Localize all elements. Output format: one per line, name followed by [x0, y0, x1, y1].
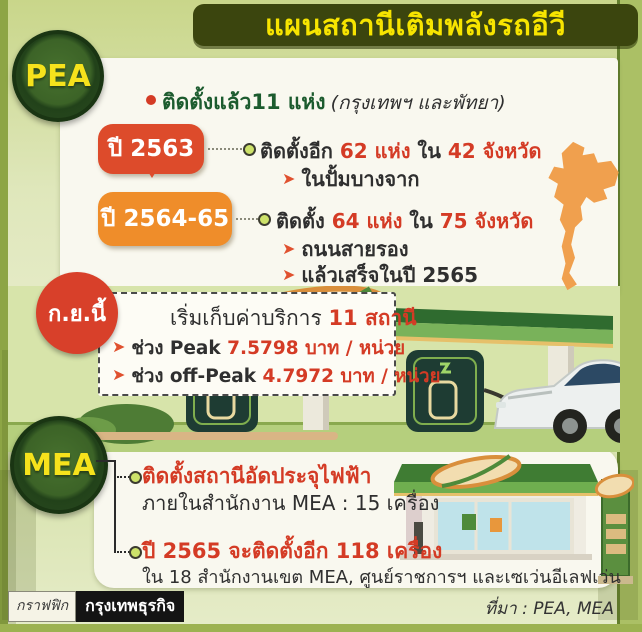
page-title: แผนสถานีเติมพลังรถอีวี	[264, 8, 567, 42]
thailand-map-icon	[524, 140, 626, 292]
year-2563-sub-line: ➤ ในปั้มบางจาก	[282, 167, 420, 191]
dotted-connector	[236, 218, 258, 220]
year-2564-65-badge	[98, 192, 232, 246]
bracket-line	[114, 460, 116, 553]
september-badge	[36, 272, 118, 354]
september-label: ก.ย.นี้	[48, 301, 106, 327]
mea-item1-title: ติดตั้งสถานีอัดประจุไฟฟ้า	[142, 464, 372, 488]
credit-label: กราฟฟิก	[8, 591, 76, 622]
pea-badge	[12, 30, 104, 122]
arrow-icon: ➤	[112, 337, 126, 356]
mea-label: MEA	[22, 447, 96, 483]
year-2563-label: ปี 2563	[107, 136, 195, 162]
mea-badge	[10, 416, 108, 514]
arrow-icon: ➤	[282, 239, 296, 258]
year-2564-65-sub-line: ➤ ถนนสายรอง	[282, 237, 409, 261]
fee-line: เริ่มเก็บค่าบริการ 11 สถานี	[170, 306, 417, 330]
installed-note: (กรุงเทพฯ และพัทยา)	[330, 92, 506, 114]
frame-bottom	[0, 624, 642, 632]
title-banner	[193, 4, 638, 46]
connector-dot-icon	[243, 143, 256, 156]
year-2564-65-line: ติดตั้ง 64 แห่ง ใน 75 จังหวัด	[276, 209, 534, 233]
connector-dot-icon	[129, 471, 142, 484]
bracket-line	[96, 460, 116, 462]
credit-brand: กรุงเทพธุรกิจ	[76, 591, 184, 622]
arrow-icon: ➤	[112, 365, 126, 384]
credit-badge	[8, 591, 184, 622]
arrow-icon: ➤	[282, 265, 296, 284]
september-fee-box	[98, 292, 441, 396]
mea-item1-detail: ภายในสำนักงาน MEA : 15 เครื่อง	[142, 491, 440, 515]
offpeak-rate-line: ➤ ช่วง off-Peak 4.7972 บาท / หน่วย	[112, 365, 441, 387]
year-2563-line: ติดตั้งอีก 62 แห่ง ใน 42 จังหวัด	[260, 139, 542, 163]
pea-installed-line	[146, 86, 506, 119]
peak-rate-line: ➤ ช่วง Peak 7.5798 บาท / หน่วย	[112, 337, 406, 359]
storefront-glass	[436, 500, 572, 552]
mea-item2-title: ปี 2565 จะติดตั้งอีก 118 เครื่อง	[142, 539, 443, 563]
installed-text: ติดตั้งแล้ว11 แห่ง	[162, 90, 326, 114]
source-note: ที่มา : PEA, MEA	[484, 599, 614, 619]
year-2563-badge	[98, 124, 204, 174]
dotted-connector	[208, 148, 242, 150]
connector-dot-icon	[258, 213, 271, 226]
year-2564-65-sub-line-2: ➤ แล้วเสร็จในปี 2565	[282, 263, 479, 287]
pea-label: PEA	[25, 58, 91, 94]
bullet-dot-icon	[146, 95, 156, 105]
year-2564-65-label: ปี 2564-65	[100, 206, 230, 232]
arrow-icon: ➤	[282, 169, 296, 188]
mea-item2-detail: ใน 18 สำนักงานเขต MEA, ศูนย์ราชการฯ และเซเว่นอีเลฟเว่น	[142, 567, 621, 588]
connector-dot-icon	[129, 546, 142, 559]
